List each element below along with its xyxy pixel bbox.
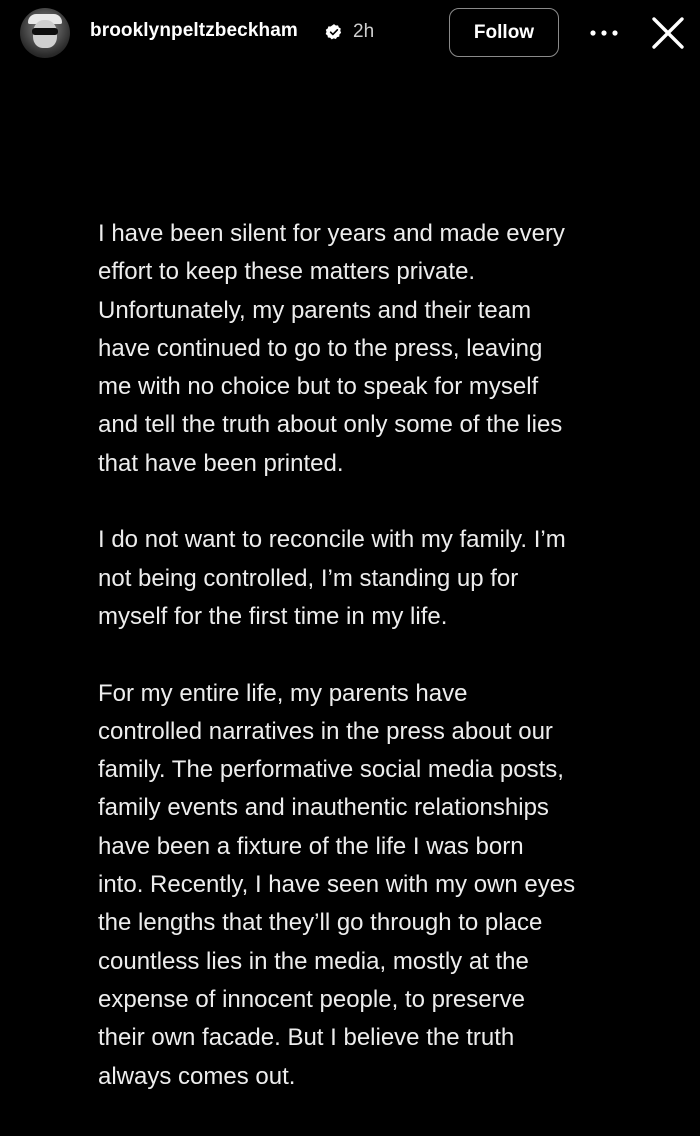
- username[interactable]: brooklynpeltzbeckham: [90, 20, 298, 41]
- close-icon: [648, 13, 688, 53]
- more-options-button[interactable]: [586, 20, 622, 46]
- statement-paragraph: For my entire life, my parents have controlled narratives in the press about our family. The performative social media posts, family events and inauthentic relationships have been a fixture of the life I was born into. Recently, I have seen with my own eyes the lengths that they’ll go through to place countless lies in the media, mostly at the expense of innocent people, to preserve their own facade. But I believe the truth always comes out.: [98, 679, 576, 1090]
- avatar-glasses-shape: [32, 28, 58, 35]
- avatar[interactable]: [20, 8, 70, 58]
- statement-paragraph: I have been silent for years and made every effort to keep these matters private. Unfortunately, my parents and their team have continued to go to the press, leaving me with no choice but to speak for myself and tell the truth about only some of the lies that have been printed.: [98, 220, 565, 477]
- verified-badge-icon: [325, 23, 343, 41]
- more-horizontal-icon: [589, 29, 619, 37]
- story-header: [0, 0, 700, 70]
- close-button[interactable]: [648, 13, 688, 53]
- statement-text: [98, 215, 618, 1134]
- statement-paragraph: I do not want to reconcile with my family. I’m not being controlled, I’m standing up for myself for the first time in my life.: [98, 526, 566, 630]
- post-time: 2h: [353, 21, 375, 42]
- follow-button[interactable]: Follow: [449, 8, 559, 57]
